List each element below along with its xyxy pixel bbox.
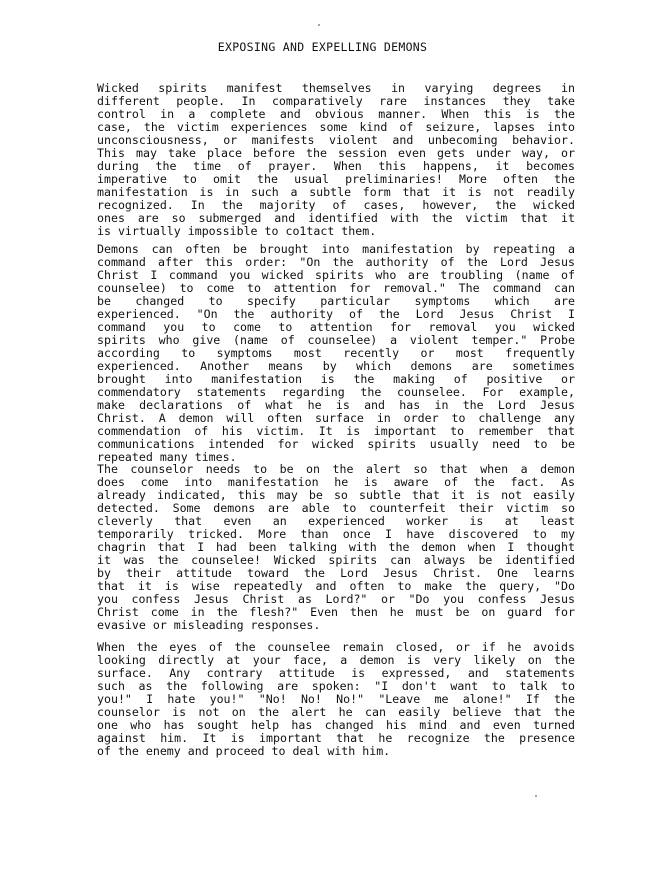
- paragraph-3: [97, 463, 575, 632]
- text-line: commendation of his victim. It is important to remember that: [97, 424, 575, 438]
- text-line: is virtually impossible to co1tact them.: [97, 224, 377, 238]
- text-line: temporarily tricked. More than once I have discovered to my: [97, 527, 575, 541]
- paragraph-2: [97, 243, 575, 464]
- text-line: of the enemy and proceed to deal with him.: [97, 744, 391, 758]
- text-line: communications intended for wicked spirits usually need to be: [97, 437, 575, 451]
- paragraph-1: [97, 82, 575, 238]
- text-line: spirits who give (name of counselee) a violent temper." Probe: [97, 333, 575, 347]
- text-line: Christ come in the flesh?" Even then he must be on guard for: [97, 605, 575, 619]
- text-line: against him. It is important that he recognize the presence: [97, 731, 575, 745]
- text-line: Wicked spirits manifest themselves in varying degrees in: [97, 81, 575, 95]
- text-line: unconsciousness, or manifests violent and unbecoming behavior.: [97, 133, 575, 147]
- text-line: such as the following are spoken: "I don't want to talk to: [97, 679, 575, 693]
- text-line: ones are so submerged and identified with the victim that it: [97, 211, 575, 225]
- text-line: already indicated, this may be so subtle that it is not easily: [97, 488, 575, 502]
- text-line: This may take place before the session even gets under way, or: [97, 146, 575, 160]
- scan-speck: [535, 795, 537, 797]
- text-line: be changed to specify particular symptoms which are: [97, 294, 575, 308]
- text-line: The counselor needs to be on the alert so that when a demon: [97, 462, 575, 476]
- text-line: make declarations of what he is and has in the Lord Jesus: [97, 398, 575, 412]
- text-line: different people. In comparatively rare instances they take: [97, 94, 575, 108]
- text-line: you confess Jesus Christ as Lord?" or "Do you confess Jesus: [97, 592, 575, 606]
- text-line: recognized. In the majority of cases, however, the wicked: [97, 198, 575, 212]
- text-line: Christ I command you wicked spirits who are troubling (name of: [97, 268, 575, 282]
- text-line: Christ. A demon will often surface in order to challenge any: [97, 411, 575, 425]
- scan-speck: [318, 24, 320, 26]
- text-line: imperative to omit the usual preliminaries! More often the: [97, 172, 575, 186]
- text-line: manifestation is in such a subtle form that it is not readily: [97, 185, 575, 199]
- text-line: Demons can often be brought into manifestation by repeating a: [97, 242, 575, 256]
- text-line: When the eyes of the counselee remain closed, or if he avoids: [97, 640, 575, 654]
- text-line: command after this order: "On the authority of the Lord Jesus: [97, 255, 575, 269]
- text-line: chagrin that I had been talking with the demon when I thought: [97, 540, 575, 554]
- text-line: counselor is not on the alert he can easily believe that the: [97, 705, 575, 719]
- text-line: case, the victim experiences some kind of seizure, lapses into: [97, 120, 575, 134]
- text-line: counselee) to come to attention for removal." The command can: [97, 281, 575, 295]
- text-line: you!" I hate you!" "No! No! No!" "Leave me alone!" If the: [97, 692, 575, 706]
- text-line: evasive or misleading responses.: [97, 618, 321, 632]
- text-line: one who has sought help has changed his mind and even turned: [97, 718, 575, 732]
- text-line: experienced. "On the authority of the Lord Jesus Christ I: [97, 307, 575, 321]
- text-line: cleverly that even an experienced worker is at least: [97, 514, 575, 528]
- text-line: it was the counselee! Wicked spirits can always be identified: [97, 553, 575, 567]
- text-line: repeated many times.: [97, 450, 237, 464]
- text-line: surface. Any contrary attitude is expressed, and statements: [97, 666, 575, 680]
- text-line: by their attitude toward the Lord Jesus Christ. One learns: [97, 566, 575, 580]
- text-line: does come into manifestation he is aware of the fact. As: [97, 475, 575, 489]
- text-line: control in a complete and obvious manner. When this is the: [97, 107, 575, 121]
- paragraph-4: [97, 641, 575, 758]
- text-line: command you to come to attention for removal you wicked: [97, 320, 575, 334]
- text-line: brought into manifestation is the making of positive or: [97, 372, 575, 386]
- text-line: according to symptoms most recently or most frequently: [97, 346, 575, 360]
- text-line: during the time of prayer. When this happens, it becomes: [97, 159, 575, 173]
- text-line: detected. Some demons are able to counterfeit their victim so: [97, 501, 575, 515]
- text-line: commendatory statements regarding the counselee. For example,: [97, 385, 575, 399]
- text-line: experienced. Another means by which demons are sometimes: [97, 359, 575, 373]
- text-line: looking directly at your face, a demon is very likely on the: [97, 653, 575, 667]
- page-title: EXPOSING AND EXPELLING DEMONS: [217, 40, 428, 54]
- text-line: that it is wise repeatedly and often to make the query, "Do: [97, 579, 575, 593]
